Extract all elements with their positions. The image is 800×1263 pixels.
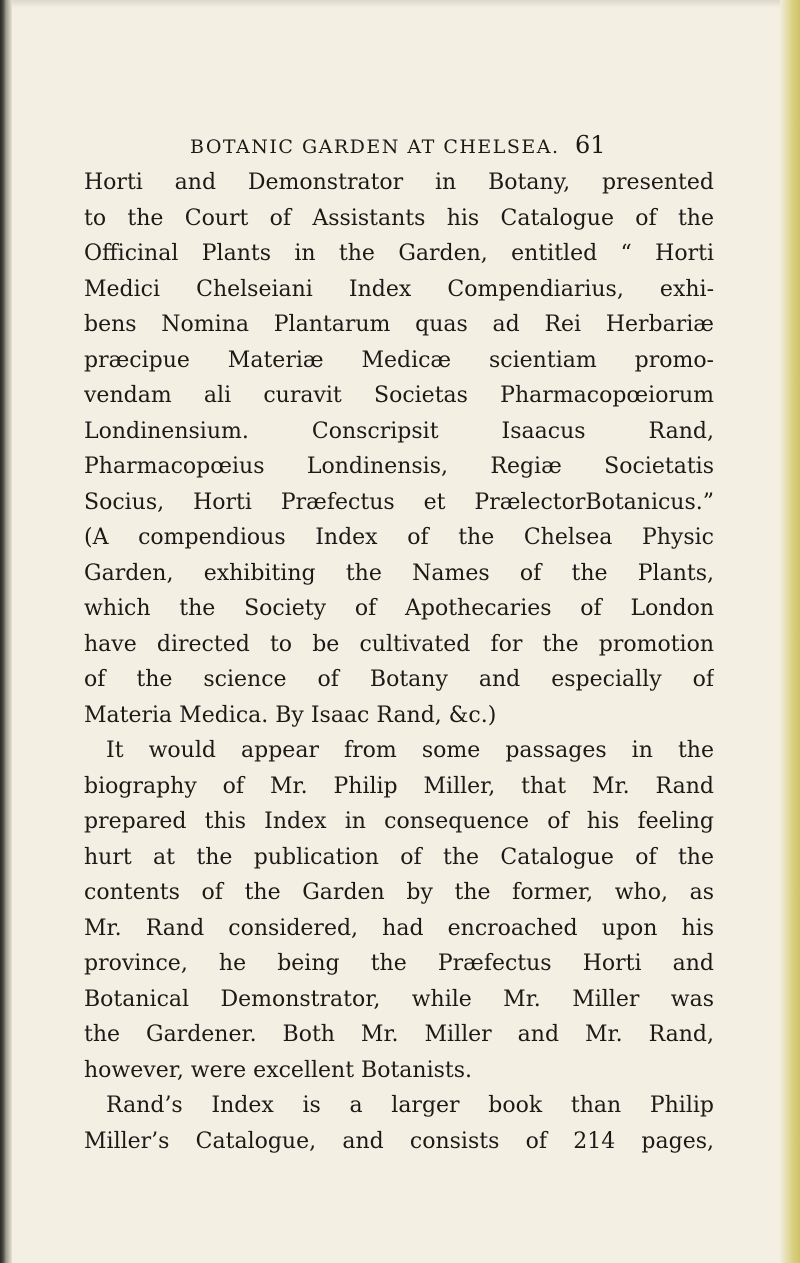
text-line: bens Nomina Plantarum quas ad Rei Herbariæ [84, 312, 714, 337]
text-line: of the science of Botany and especially of [84, 667, 714, 692]
text-line: Londinensium. Conscripsit Isaacus Rand, [84, 418, 714, 444]
text-line: Botanical Demonstrator, while Mr. Miller was [84, 986, 714, 1012]
page-binding-edge [0, 0, 12, 1263]
text-line: (A compendious Index of the Chelsea Physic [84, 525, 714, 550]
text-line: which the Society of Apothecaries of London [84, 596, 714, 621]
text-line: Garden, exhibiting the Names of the Plants, [84, 560, 714, 586]
body-text [84, 165, 714, 1159]
text-line: Pharmacopœius Londinensis, Regiæ Societatis [84, 454, 714, 479]
text-line: the Gardener. Both Mr. Miller and Mr. Rand, [84, 1022, 714, 1047]
text-line: hurt at the publication of the Catalogue of the [84, 844, 714, 870]
text-line: province, he being the Præfectus Horti and [84, 951, 714, 976]
text-line: prepared this Index in consequence of his feeling [84, 809, 714, 834]
text-line: contents of the Garden by the former, who, as [84, 880, 714, 905]
page-top-shadow [0, 0, 800, 8]
text-line: præcipue Materiæ Medicæ scientiam promo- [84, 347, 714, 373]
text-line: biography of Mr. Philip Miller, that Mr. Rand [84, 773, 714, 799]
text-line: It would appear from some passages in the [106, 738, 714, 763]
page-number: 61 [575, 131, 606, 159]
page-fore-edge [780, 0, 800, 1263]
text-line: Miller’s Catalogue, and consists of 214 pages, [84, 1128, 714, 1154]
running-head: BOTANIC GARDEN AT CHELSEA. [190, 136, 560, 158]
text-line: to the Court of Assistants his Catalogue of the [84, 205, 714, 231]
text-line: Mr. Rand considered, had encroached upon his [84, 915, 714, 941]
text-line: Medici Chelseiani Index Compendiarius, exhi- [84, 276, 714, 302]
text-line: however, were excellent Botanists. [84, 1057, 473, 1083]
text-line: Rand’s Index is a larger book than Philip [106, 1093, 714, 1118]
text-line: Materia Medica. By Isaac Rand, &c.) [84, 702, 497, 728]
text-line: have directed to be cultivated for the promotion [84, 631, 714, 657]
text-line: Officinal Plants in the Garden, entitled “ Horti [84, 241, 714, 266]
text-line: Horti and Demonstrator in Botany, presented [84, 170, 714, 195]
text-line: vendam ali curavit Societas Pharmacopœiorum [84, 383, 714, 408]
text-line: Socius, Horti Præfectus et PrælectorBotanicus.” [84, 489, 714, 515]
